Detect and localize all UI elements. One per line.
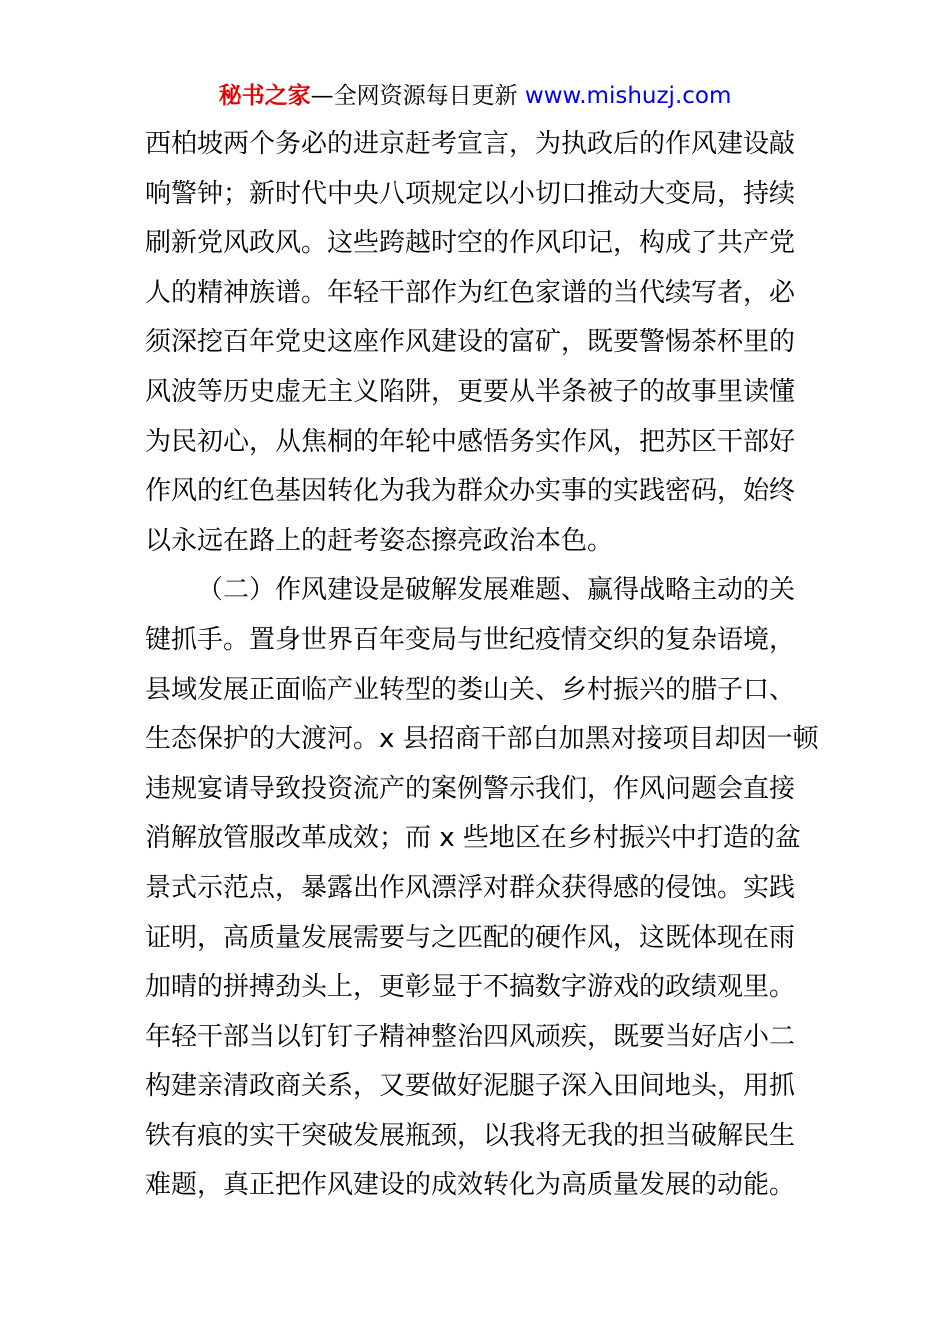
text-line: 违规宴请导致投资流产的案例警示我们，作风问题会直接 bbox=[145, 773, 796, 804]
text-line: 消解放管服改革成效；而 x 些地区在乡村振兴中打造的盆 bbox=[145, 823, 801, 854]
text-line: 构建亲清政商关系，又要做好泥腿子深入田间地头，用抓 bbox=[145, 1071, 796, 1102]
text-line: 刷新党风政风。这些跨越时空的作风印记，构成了共产党 bbox=[145, 228, 796, 259]
text-line: 西柏坡两个务必的进京赶考宣言，为执政后的作风建设敲 bbox=[145, 129, 796, 159]
text-line: 作风的红色基因转化为我为群众办实事的实践密码，始终 bbox=[145, 476, 796, 507]
document-body bbox=[145, 120, 819, 1211]
text-line: 生态保护的大渡河。x 县招商干部白加黑对接项目却因一顿 bbox=[145, 724, 819, 755]
text-line: 风波等历史虚无主义陷阱，更要从半条被子的故事里读懂 bbox=[145, 376, 796, 407]
text-line: 人的精神族谱。年轻干部作为红色家谱的当代续写者，必 bbox=[145, 277, 796, 308]
text-line: 难题，真正把作风建设的成效转化为高质量发展的动能。 bbox=[145, 1170, 796, 1201]
site-tagline: —全网资源每日更新 bbox=[310, 83, 518, 109]
text-line: 证明，高质量发展需要与之匹配的硬作风，这既体现在雨 bbox=[145, 922, 796, 953]
text-line: 键抓手。置身世界百年变局与世纪疫情交织的复杂语境， bbox=[145, 624, 796, 655]
section-heading-line: （二）作风建设是破解发展难题、赢得战略主动的关 bbox=[197, 575, 796, 606]
text-line: 为民初心，从焦桐的年轮中感悟务实作风，把苏区干部好 bbox=[145, 426, 796, 457]
site-brand: 秘书之家 bbox=[218, 83, 311, 109]
site-header bbox=[0, 80, 950, 112]
text-line: 响警钟；新时代中央八项规定以小切口推动大变局，持续 bbox=[145, 178, 796, 209]
text-line: 须深挖百年党史这座作风建设的富矿，既要警惕茶杯里的 bbox=[145, 327, 796, 358]
text-line: 铁有痕的实干突破发展瓶颈，以我将无我的担当破解民生 bbox=[145, 1120, 796, 1151]
text-line: 年轻干部当以钉钉子精神整治四风顽疾，既要当好店小二 bbox=[145, 1021, 796, 1052]
site-url-link[interactable]: www.mishuzj.com bbox=[524, 83, 732, 109]
text-line: 加晴的拼搏劲头上，更彰显于不搞数字游戏的政绩观里。 bbox=[145, 972, 796, 1003]
text-line: 景式示范点，暴露出作风漂浮对群众获得感的侵蚀。实践 bbox=[145, 872, 796, 903]
text-line: 以永远在路上的赶考姿态擦亮政治本色。 bbox=[145, 525, 614, 556]
text-line: 县域发展正面临产业转型的娄山关、乡村振兴的腊子口、 bbox=[145, 674, 796, 705]
